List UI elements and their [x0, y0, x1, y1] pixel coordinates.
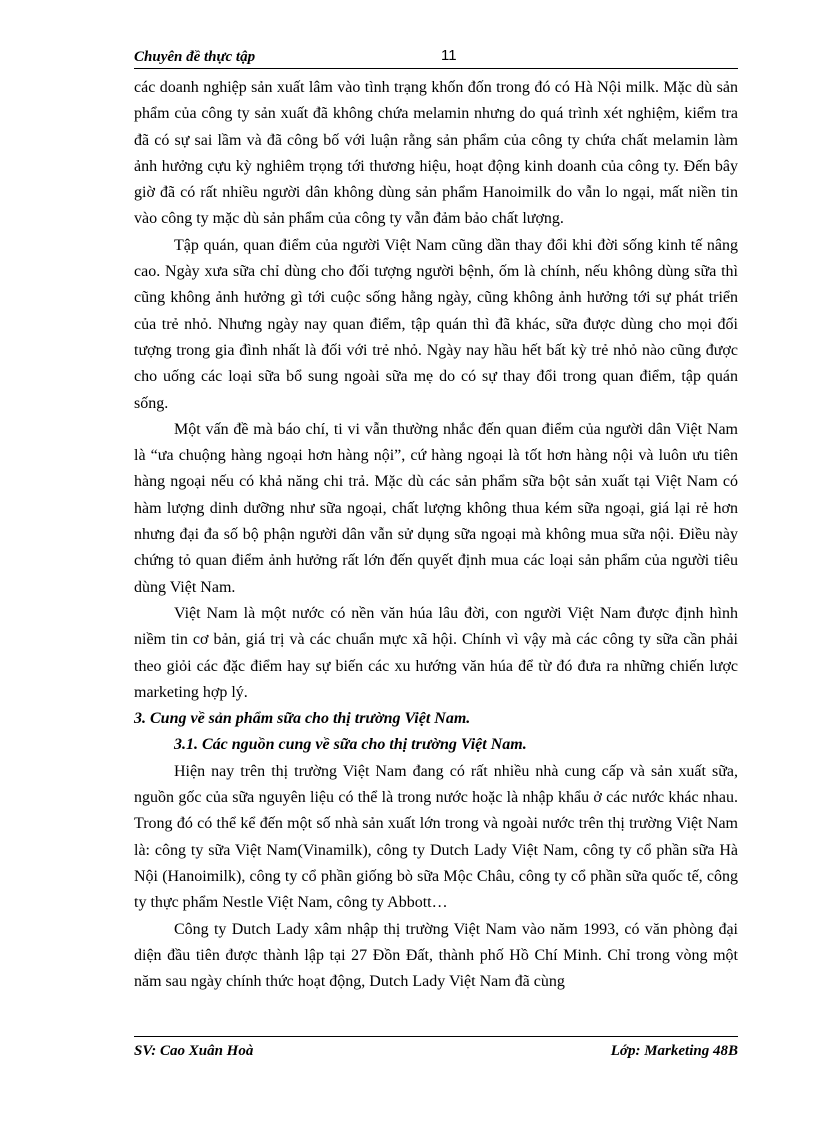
page-body: [134, 75, 738, 995]
class-name: Lớp: Marketing 48B: [610, 1043, 738, 1059]
paragraph-6: Công ty Dutch Lady xâm nhập thị trường Việt Nam vào năm 1993, có văn phòng đại diện đầu tiên được thành lập tại 27 Đồn Đất, thành phố Hồ Chí Minh. Chỉ trong vòng một năm sau ngày chính thức hoạt động, Dutch Lady Việt Nam đã cùng: [134, 920, 738, 991]
page-number: 11: [441, 47, 457, 64]
paragraph-2: Tập quán, quan điểm của người Việt Nam cũng dần thay đổi khi đời sống kinh tế nâng cao. Ngày xưa sữa chỉ dùng cho đối tượng người bệnh, ốm là chính, nếu không dùng sữa thì cũng không ảnh hưởng gì tới cuộc sống hằng ngày, cũng không ảnh hưởng tới sự phát triển của trẻ nhỏ. Nhưng ngày nay quan điểm, tập quán thì đã khác, sữa được dùng cho mọi đối tượng trong gia đình nhất là đối với trẻ nhỏ. Ngày nay hầu hết bất kỳ trẻ nhỏ nào cũng được cho uống các loại sữa bổ sung ngoài sữa mẹ do có sự thay đổi trong quan điểm, tập quán sống.: [134, 236, 738, 412]
paragraph-4: Việt Nam là một nước có nền văn húa lâu đời, con người Việt Nam được định hình niềm tin cơ bản, giá trị và các chuẩn mực xã hội. Chính vì vậy mà các công ty sữa cần phải theo giỏi các đặc điểm hay sự biến các xu hướng văn húa để từ đó đưa ra những chiến lược marketing hợp lý.: [134, 604, 738, 701]
page-footer: [134, 1036, 738, 1061]
subsection-heading-3-1: 3.1. Các nguồn cung về sữa cho thị trường Việt Nam.: [174, 736, 527, 754]
section-heading-3: 3. Cung về sản phẩm sữa cho thị trường Việt Nam.: [134, 710, 471, 728]
paragraph-5: Hiện nay trên thị trường Việt Nam đang có rất nhiều nhà cung cấp và sản xuất sữa, nguồn gốc của sữa nguyên liệu có thể là trong nước hoặc là nhập khẩu ở các nước khác nhau. Trong đó có thể kể đến một số nhà sản xuất lớn trong và ngoài nước trên thị trường Việt Nam là: công ty sữa Việt Nam(Vinamilk), công ty Dutch Lady Việt Nam, công ty cổ phần sữa Hà Nội (Hanoimilk), công ty cổ phần giống bò sữa Mộc Châu, công ty cổ phần sữa quốc tế, công ty thực phẩm Nestle Việt Nam, công ty Abbott…: [134, 762, 738, 912]
paragraph-3: Một vấn đề mà báo chí, ti vi vẫn thường nhắc đến quan điểm của người dân Việt Nam là “ưa chuộng hàng ngoại hơn hàng nội”, cứ hàng ngoại là tốt hơn hàng nội và luôn ưu tiên hàng ngoại nếu có khả năng chi trả. Mặc dù các sản phẩm sữa bột sản xuất tại Việt Nam có hàm lượng dinh dưỡng như sữa ngoại, chất lượng không thua kém sữa ngoại, giá lại rẻ hơn nhưng đại đa số bộ phận người dân vẫn sử dụng sữa ngoại mà không mua sữa nội. Điều này chứng tỏ quan điểm ảnh hưởng rất lớn đến quyết định mua các loại sản phẩm của người tiêu dùng Việt Nam.: [134, 420, 738, 596]
student-name: SV: Cao Xuân Hoà: [134, 1043, 254, 1059]
paragraph-1: các doanh nghiệp sản xuất lâm vào tình trạng khốn đốn trong đó có Hà Nội milk. Mặc dù sản phẩm của công ty sản xuất đã không chứa melamin nhưng do quá trình xét nghiệm, kiểm tra đã có sự sai lầm và đã công bố với luận rằng sản phẩm của công ty chứa chất melamin làm ảnh hưởng cựu kỳ nghiêm trọng tới thương hiệu, hoạt động kinh doanh của công ty. Đến bây giờ đã có rất nhiều người dân không dùng sản phẩm Hanoimilk do vẫn lo ngại, mất niền tin vào công ty mặc dù sản phẩm của công ty vẫn đảm bảo chất lượng.: [134, 79, 738, 228]
page-header: [134, 46, 738, 69]
document-title: Chuyên đề thực tập: [134, 49, 256, 65]
